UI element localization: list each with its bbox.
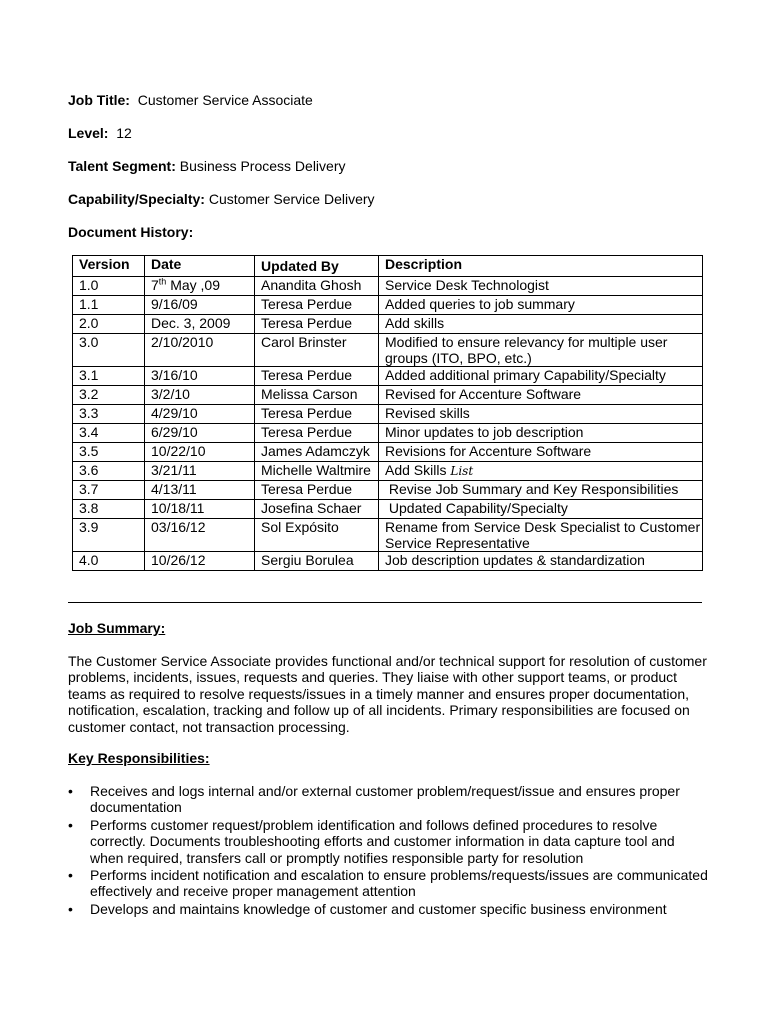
table-header-row [73, 256, 703, 277]
cell-description: Job description updates & standardization [379, 552, 703, 571]
cell-date: 6/29/10 [145, 424, 255, 443]
cell-updated-by: Melissa Carson [255, 386, 379, 405]
cell-description: Rename from Service Desk Specialist to Customer Service Representative [379, 519, 703, 552]
cell-updated-by: Anandita Ghosh [255, 277, 379, 296]
job-summary-heading: Job Summary: [68, 620, 166, 636]
cell-description: Service Desk Technologist [379, 277, 703, 296]
cell-description: Revisions for Accenture Software [379, 443, 703, 462]
job-summary-text: The Customer Service Associate provides functional and/or technical support for resolution of customer problems, incidents, issues, requests and queries. They liaise with other support teams, or product teams as required to resolve requests/issues in a timely manner and ensures proper documentation, notification, escalation, tracking and follow up of all incidents. Primary responsibilities are focused on customer contact, not transaction processing. [68, 653, 707, 735]
list-item: • Receives and logs internal and/or external customer problem/request/issue and ensures proper documentation [68, 783, 680, 816]
cell-version: 3.0 [73, 334, 145, 367]
cell-date: 3/2/10 [145, 386, 255, 405]
document-history-table [72, 255, 703, 571]
bullet-icon: • [68, 783, 73, 799]
table-row [73, 296, 703, 315]
cell-updated-by: Josefina Schaer [255, 500, 379, 519]
cell-date: 03/16/12 [145, 519, 255, 552]
header-version: Version [73, 256, 145, 277]
list-item: • Develops and maintains knowledge of customer and customer specific business environment [68, 900, 667, 917]
cell-version: 3.3 [73, 405, 145, 424]
cell-description: Added queries to job summary [379, 296, 703, 315]
talent-segment-line [68, 158, 346, 174]
talent-segment-value: Business Process Delivery [179, 158, 346, 174]
cell-updated-by: Teresa Perdue [255, 405, 379, 424]
capability-line [68, 191, 375, 207]
cell-description: Minor updates to job description [379, 424, 703, 443]
cell-date: Dec. 3, 2009 [145, 315, 255, 334]
cell-version: 3.1 [73, 367, 145, 386]
cell-description: Added additional primary Capability/Specialty [379, 367, 703, 386]
cell-date: 10/22/10 [145, 443, 255, 462]
header-updated-by: Updated By [255, 256, 379, 277]
cell-updated-by: Teresa Perdue [255, 424, 379, 443]
cell-updated-by: Sergiu Borulea [255, 552, 379, 571]
job-title-value: Customer Service Associate [137, 92, 313, 108]
table-row [73, 277, 703, 296]
cell-description: Revise Job Summary and Key Responsibilities [379, 481, 703, 500]
level-label: Level: [68, 125, 109, 141]
cell-date: 9/16/09 [145, 296, 255, 315]
cell-version: 1.1 [73, 296, 145, 315]
table-row [73, 315, 703, 334]
key-responsibilities-heading: Key Responsibilities: [68, 750, 210, 766]
cell-description: Modified to ensure relevancy for multiple user groups (ITO, BPO, etc.) [379, 334, 703, 367]
cell-date: 4/13/11 [145, 481, 255, 500]
bullet-icon: • [68, 900, 73, 917]
table-row [73, 500, 703, 519]
table-row [73, 405, 703, 424]
document-history-heading: Document History: [68, 224, 194, 240]
cell-date: 4/29/10 [145, 405, 255, 424]
italic-list-text: List [450, 464, 474, 478]
cell-date: 2/10/2010 [145, 334, 255, 367]
header-date: Date [145, 256, 255, 277]
level-value: 12 [116, 125, 132, 141]
table-row [73, 462, 703, 481]
table-row [73, 424, 703, 443]
cell-updated-by: Teresa Perdue [255, 481, 379, 500]
bullet-icon: • [68, 816, 73, 833]
table-row [73, 443, 703, 462]
cell-version: 3.9 [73, 519, 145, 552]
cell-version: 3.2 [73, 386, 145, 405]
talent-segment-label: Talent Segment: [68, 158, 176, 174]
cell-version: 2.0 [73, 315, 145, 334]
cell-version: 3.7 [73, 481, 145, 500]
section-divider [68, 602, 702, 603]
bullet-icon: • [68, 867, 73, 884]
cell-updated-by: Teresa Perdue [255, 315, 379, 334]
table-row [73, 334, 703, 367]
capability-label: Capability/Specialty: [68, 191, 205, 207]
job-title-line [68, 92, 313, 108]
capability-value: Customer Service Delivery [208, 191, 375, 207]
list-item: • Performs incident notification and escalation to ensure problems/requests/issues are communicated effectively and receive proper management attention [68, 867, 708, 900]
table-row [73, 481, 703, 500]
cell-version: 4.0 [73, 552, 145, 571]
cell-date: 7th May ,09 [145, 277, 255, 296]
cell-version: 1.0 [73, 277, 145, 296]
cell-version: 3.8 [73, 500, 145, 519]
cell-date: 10/26/12 [145, 552, 255, 571]
table-row [73, 519, 703, 552]
cell-updated-by: Carol Brinster [255, 334, 379, 367]
table-row [73, 552, 703, 571]
cell-date: 10/18/11 [145, 500, 255, 519]
job-title-label: Job Title: [68, 92, 130, 108]
cell-updated-by: Sol Expósito [255, 519, 379, 552]
level-line [68, 125, 132, 141]
table-row [73, 386, 703, 405]
cell-version: 3.6 [73, 462, 145, 481]
cell-version: 3.4 [73, 424, 145, 443]
cell-description: Add skills [379, 315, 703, 334]
cell-description: Add Skills List [379, 462, 703, 481]
cell-updated-by: James Adamczyk [255, 443, 379, 462]
responsibilities-list [68, 783, 708, 918]
header-description: Description [379, 256, 703, 277]
table-row [73, 367, 703, 386]
cell-date: 3/21/11 [145, 462, 255, 481]
cell-version: 3.5 [73, 443, 145, 462]
cell-updated-by: Michelle Waltmire [255, 462, 379, 481]
cell-description: Revised for Accenture Software [379, 386, 703, 405]
cell-updated-by: Teresa Perdue [255, 367, 379, 386]
cell-description: Updated Capability/Specialty [379, 500, 703, 519]
list-item: • Performs customer request/problem identification and follows defined procedures to resolve correctly. Documents troubleshooting efforts and customer information in data capture tool and when required, transfers call or promptly notifies responsible party for resolution [68, 816, 675, 866]
cell-description: Revised skills [379, 405, 703, 424]
history-rows [73, 277, 703, 571]
cell-date: 3/16/10 [145, 367, 255, 386]
cell-updated-by: Teresa Perdue [255, 296, 379, 315]
